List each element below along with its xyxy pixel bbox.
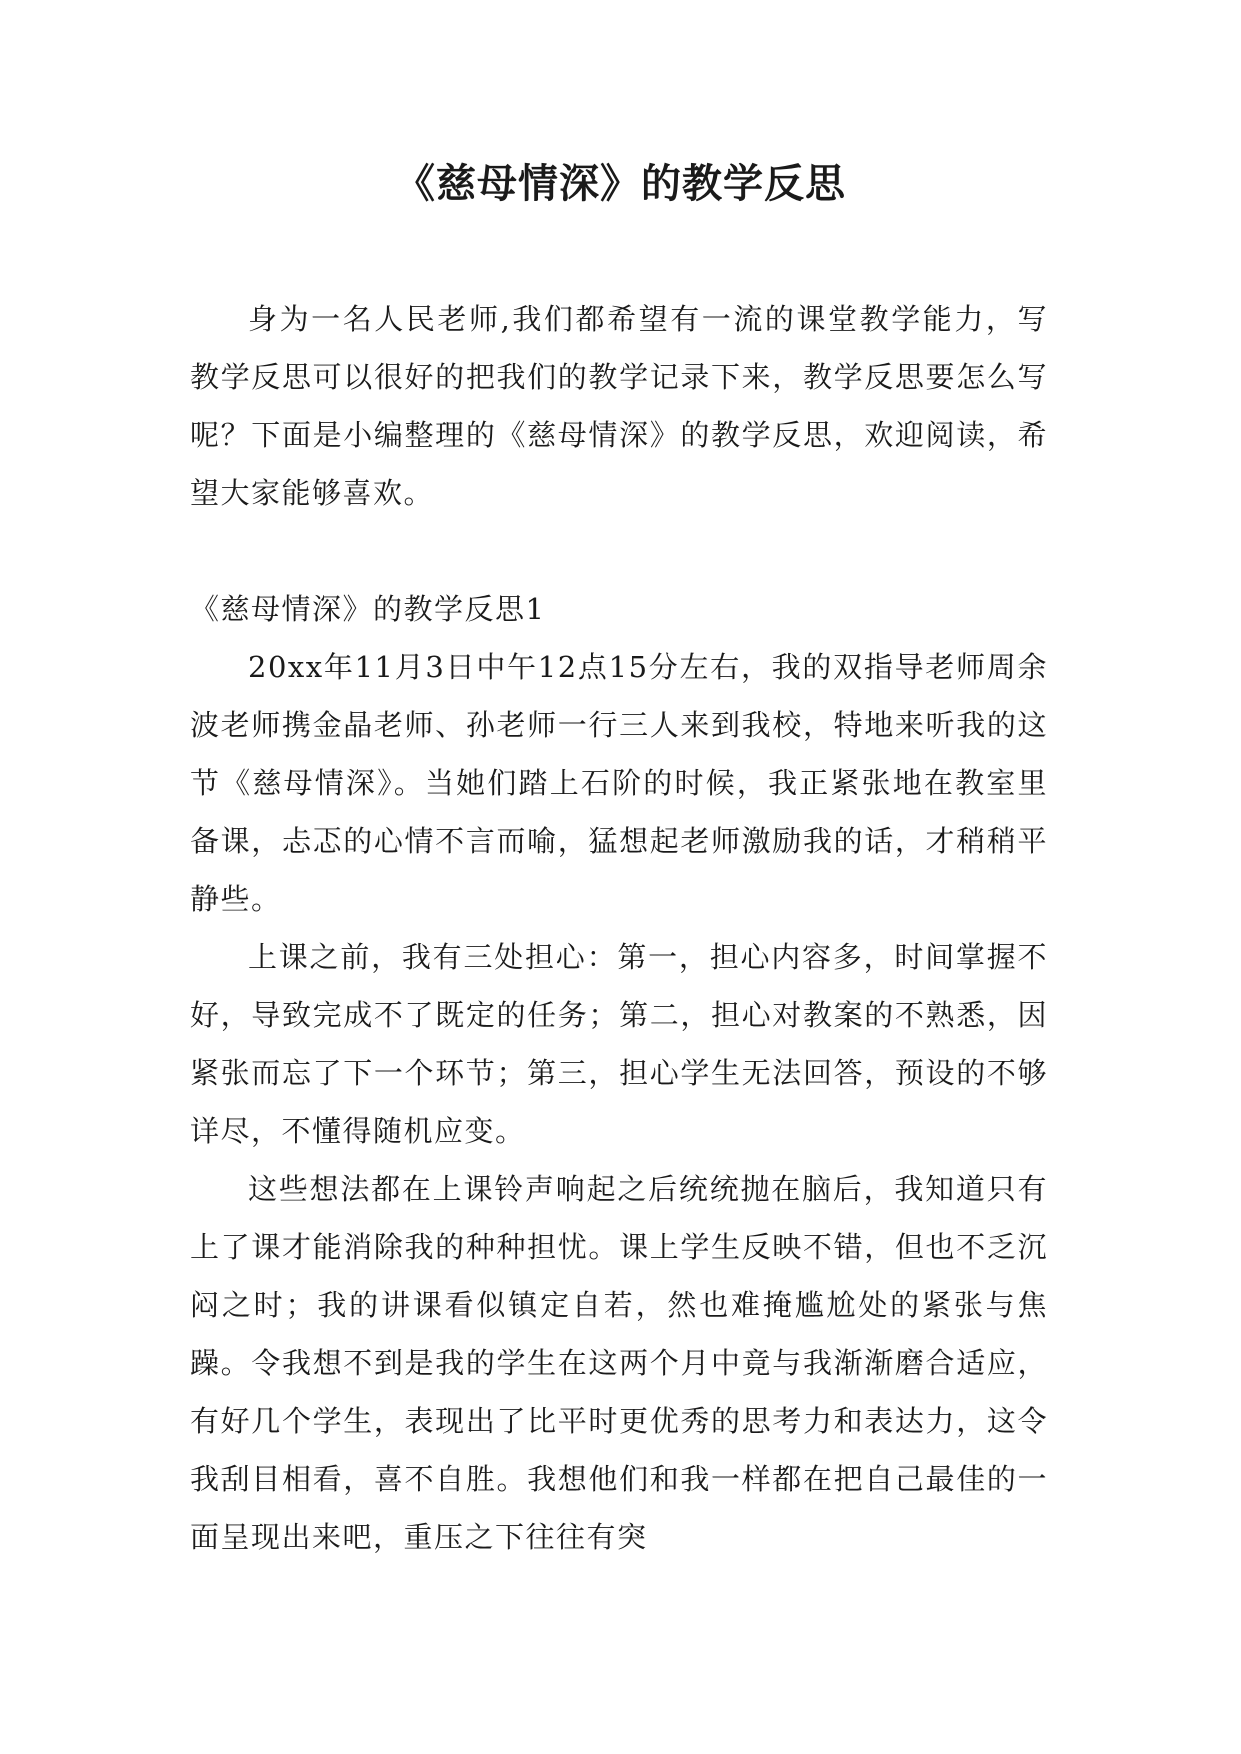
intro-paragraph: 身为一名人民老师,我们都希望有一流的课堂教学能力，写教学反思可以很好的把我们的教学记录下来，教学反思要怎么写呢？下面是小编整理的《慈母情深》的教学反思，欢迎阅读，希望大家能够喜欢。 bbox=[190, 302, 1048, 510]
body-paragraph: 这些想法都在上课铃声响起之后统统抛在脑后，我知道只有上了课才能消除我的种种担忧。课上学生反映不错，但也不乏沉闷之时；我的讲课看似镇定自若，然也难掩尴尬处的紧张与焦躁。令我想不到是我的学生在这两个月中竟与我渐渐磨合适应，有好几个学生，表现出了比平时更优秀的思考力和表达力，这令我刮目相看，喜不自胜。我想他们和我一样都在把自己最佳的一面呈现出来吧，重压之下往往有突 bbox=[190, 1172, 1048, 1554]
section-heading: 《慈母情深》的教学反思1 bbox=[190, 592, 546, 626]
document-title: 《慈母情深》的教学反思 bbox=[395, 161, 846, 207]
document-body bbox=[190, 290, 1048, 1566]
body-paragraph: 20xx年11月3日中午12点15分左右，我的双指导老师周余波老师携金晶老师、孙老师一行三人来到我校，特地来听我的这节《慈母情深》。当她们踏上石阶的时候，我正紧张地在教室里备课，忐忑的心情不言而喻，猛想起老师激励我的话，才稍稍平静些。 bbox=[190, 650, 1048, 916]
body-paragraph: 上课之前，我有三处担心：第一，担心内容多，时间掌握不好，导致完成不了既定的任务；第二，担心对教案的不熟悉，因紧张而忘了下一个环节；第三，担心学生无法回答，预设的不够详尽，不懂得随机应变。 bbox=[190, 940, 1048, 1148]
